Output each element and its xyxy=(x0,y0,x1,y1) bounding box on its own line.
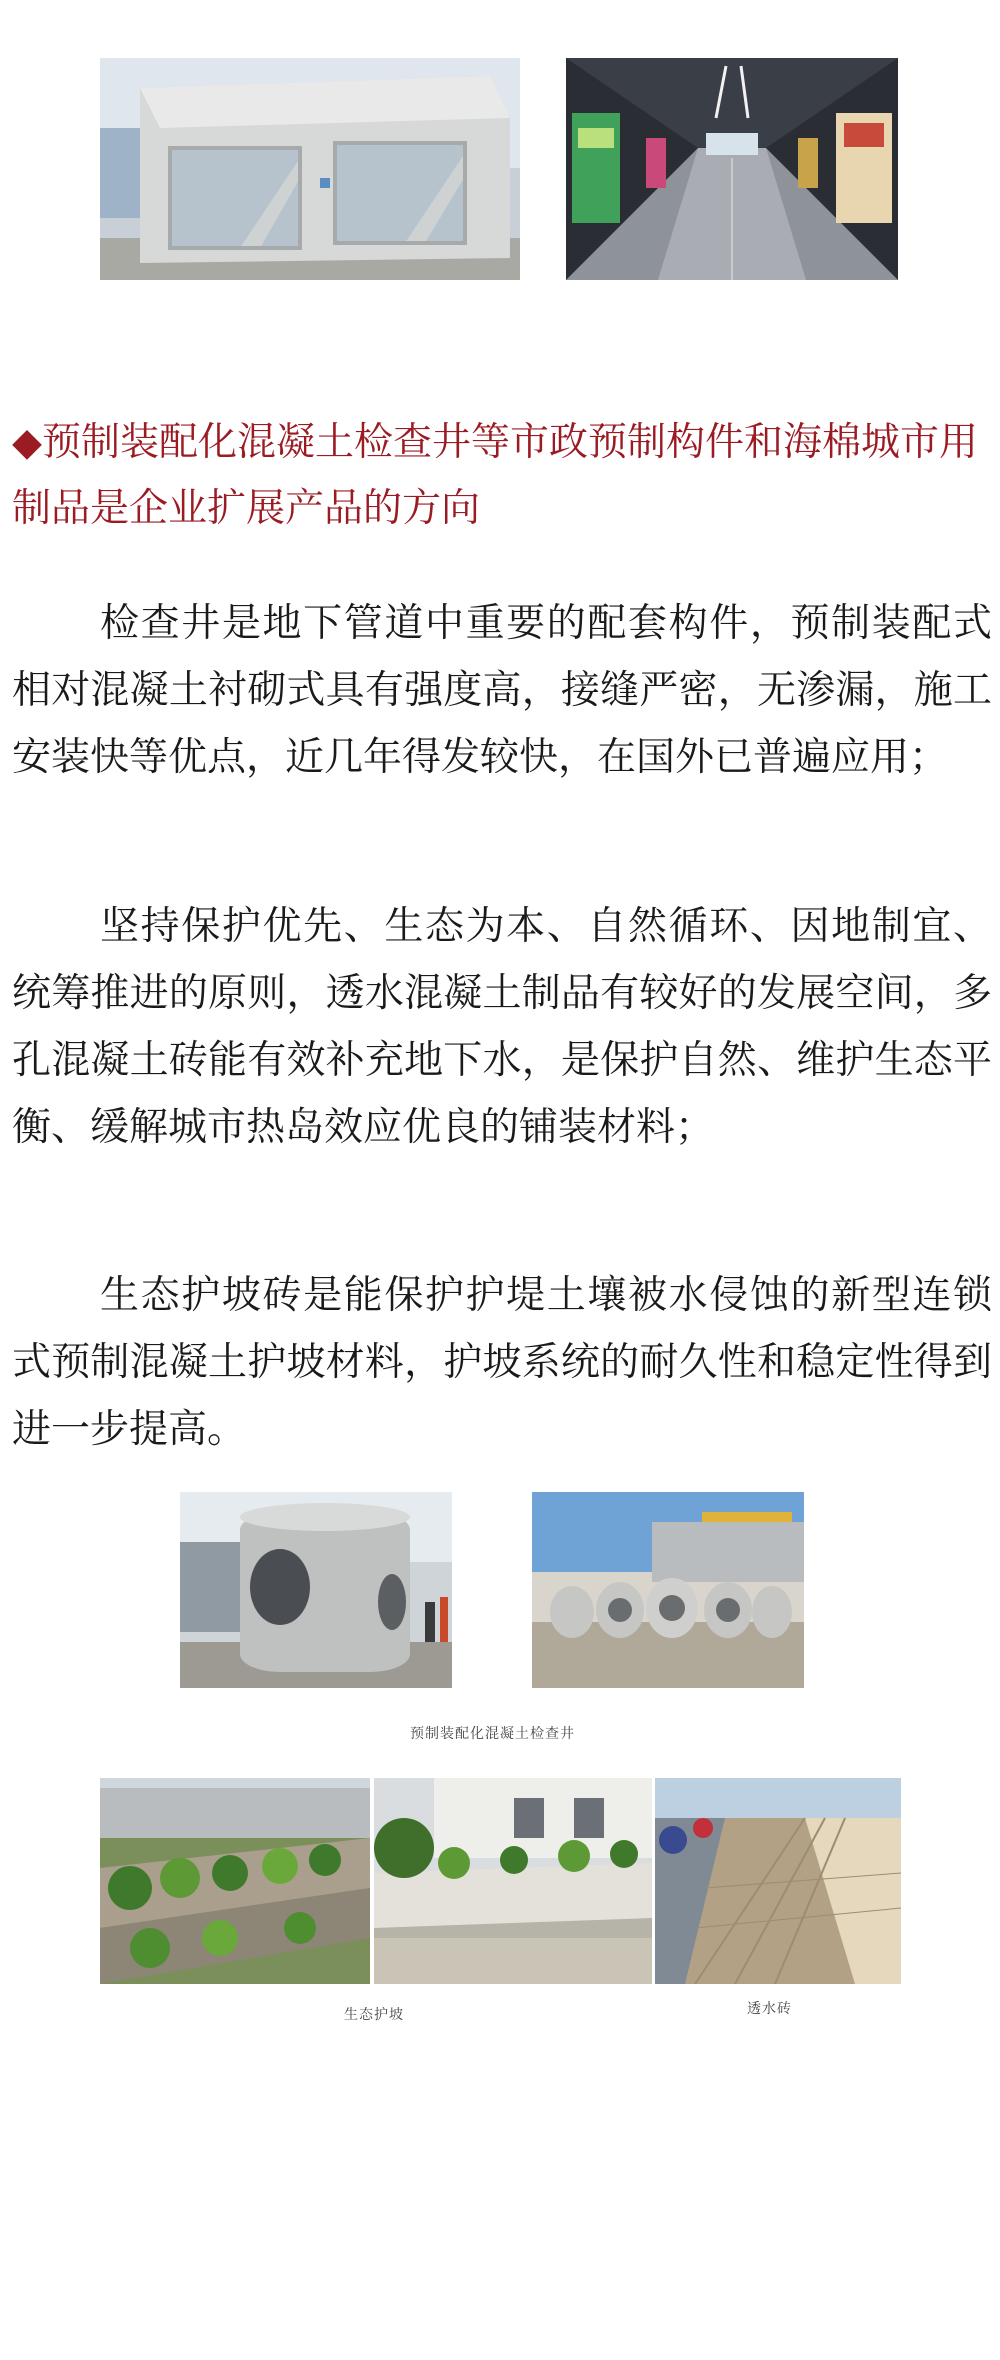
eco-slope-photo-2 xyxy=(374,1778,652,1984)
precast-box-culvert-photo xyxy=(100,58,520,280)
permeable-brick-caption: 透水砖 xyxy=(747,2001,792,2017)
paragraph-permeable-concrete: 坚持保护优先、生态为本、自然循环、因地制宜、统筹推进的原则，透水混凝土制品有较好的发展空间，多孔混凝土砖能有效补充地下水，是保护自然、维护生态平衡、缓解城市热岛效应优良的铺装材料； xyxy=(12,904,992,1150)
paragraph-manhole: 检查井是地下管道中重要的配套构件，预制装配式相对混凝土衬砌式具有强度高，接缝严密，无渗漏，施工安装快等优点，近几年得发较快，在国外已普遍应用； xyxy=(12,601,992,780)
permeable-brick-photo xyxy=(655,1778,901,1984)
eco-slope-photo-1 xyxy=(100,1778,370,1984)
diamond-bullet-icon: ◆ xyxy=(12,420,42,465)
section-heading xyxy=(12,410,992,542)
precast-manhole-photo-2 xyxy=(532,1492,804,1688)
underground-pipe-gallery-photo xyxy=(566,58,898,280)
paragraph-eco-slope: 生态护坡砖是能保护护堤土壤被水侵蚀的新型连锁式预制混凝土护坡材料，护坡系统的耐久性和稳定性得到进一步提高。 xyxy=(12,1273,992,1452)
manhole-caption: 预制装配化混凝土检查井 xyxy=(410,1726,575,1742)
heading-text: 预制装配化混凝土检查井等市政预制构件和海棉城市用制品是企业扩展产品的方向 xyxy=(12,420,979,531)
eco-slope-caption: 生态护坡 xyxy=(344,2007,404,2023)
precast-manhole-photo-1 xyxy=(180,1492,452,1688)
